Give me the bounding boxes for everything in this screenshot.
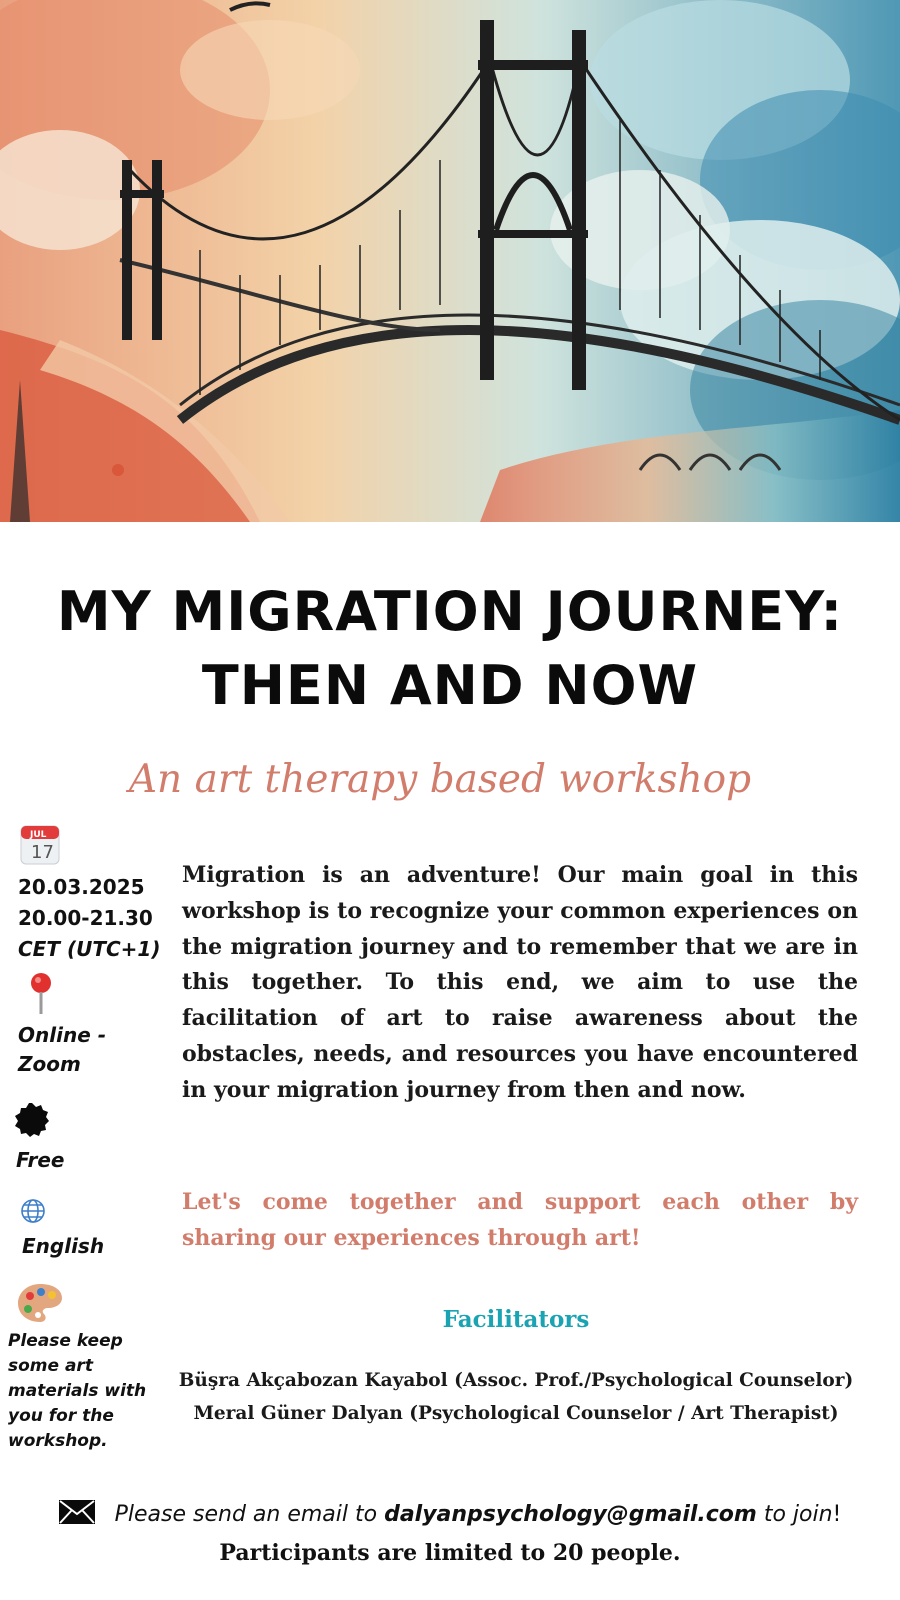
palette-icon [16, 1282, 64, 1328]
workshop-description: Migration is an adventure! Our main goal in this workshop is to recognize your common experiences on the migration journey and to remember that we are in this together. To this end, we aim to use the facilitation of art to raise awareness about the obstacles, needs, and resources you have encountered in your migration journey from then and now. [182, 862, 858, 1103]
facilitator-2: Meral Güner Dalyan (Psychological Counselor / Art Therapist) [193, 1403, 839, 1424]
contact-line [0, 1500, 900, 1530]
facilitator-1: Büşra Akçabozan Kayabol (Assoc. Prof./Psychological Counselor) [178, 1370, 854, 1391]
event-date: 20.03.2025 [18, 875, 145, 899]
event-location-line-1: Online - [18, 1023, 107, 1047]
calendar-icon-day: 17 [31, 842, 54, 863]
contact-suffix: to join [756, 1502, 833, 1527]
materials-note-line-2: some art [8, 1356, 93, 1376]
materials-note-line-5: workshop. [8, 1431, 108, 1451]
participant-limit: Participants are limited to 20 people. [219, 1540, 681, 1566]
contact-email-link[interactable]: dalyanpsychology@gmail.com [384, 1502, 757, 1527]
materials-note-line-4: you for the [8, 1406, 114, 1426]
materials-note-line-3: materials with [8, 1381, 147, 1401]
facilitators-heading: Facilitators [442, 1306, 590, 1333]
pin-icon [26, 972, 56, 1020]
envelope-icon [59, 1500, 95, 1530]
hero-image [0, 0, 900, 522]
event-timezone: CET (UTC+1) [18, 937, 161, 961]
contact-prefix: Please send an email to [114, 1502, 385, 1527]
event-language: English [22, 1234, 105, 1258]
workshop-subtitle: An art therapy based workshop [128, 757, 752, 802]
globe-icon [20, 1198, 46, 1228]
call-to-action: Let's come together and support each other by sharing our experiences through art! [182, 1189, 858, 1251]
title-line-1: MY MIGRATION JOURNEY: [56, 580, 844, 643]
calendar-icon [20, 825, 60, 869]
workshop-title [0, 575, 900, 723]
calendar-icon-month: JUL [30, 830, 47, 840]
event-time: 20.00-21.30 [18, 906, 153, 930]
materials-note-line-1: Please keep [8, 1331, 123, 1351]
contact-end-mark: ! [832, 1502, 842, 1527]
event-location-line-2: Zoom [18, 1052, 81, 1076]
title-line-2: THEN AND NOW [201, 654, 699, 717]
badge-icon [14, 1102, 50, 1142]
event-price: Free [16, 1148, 65, 1172]
